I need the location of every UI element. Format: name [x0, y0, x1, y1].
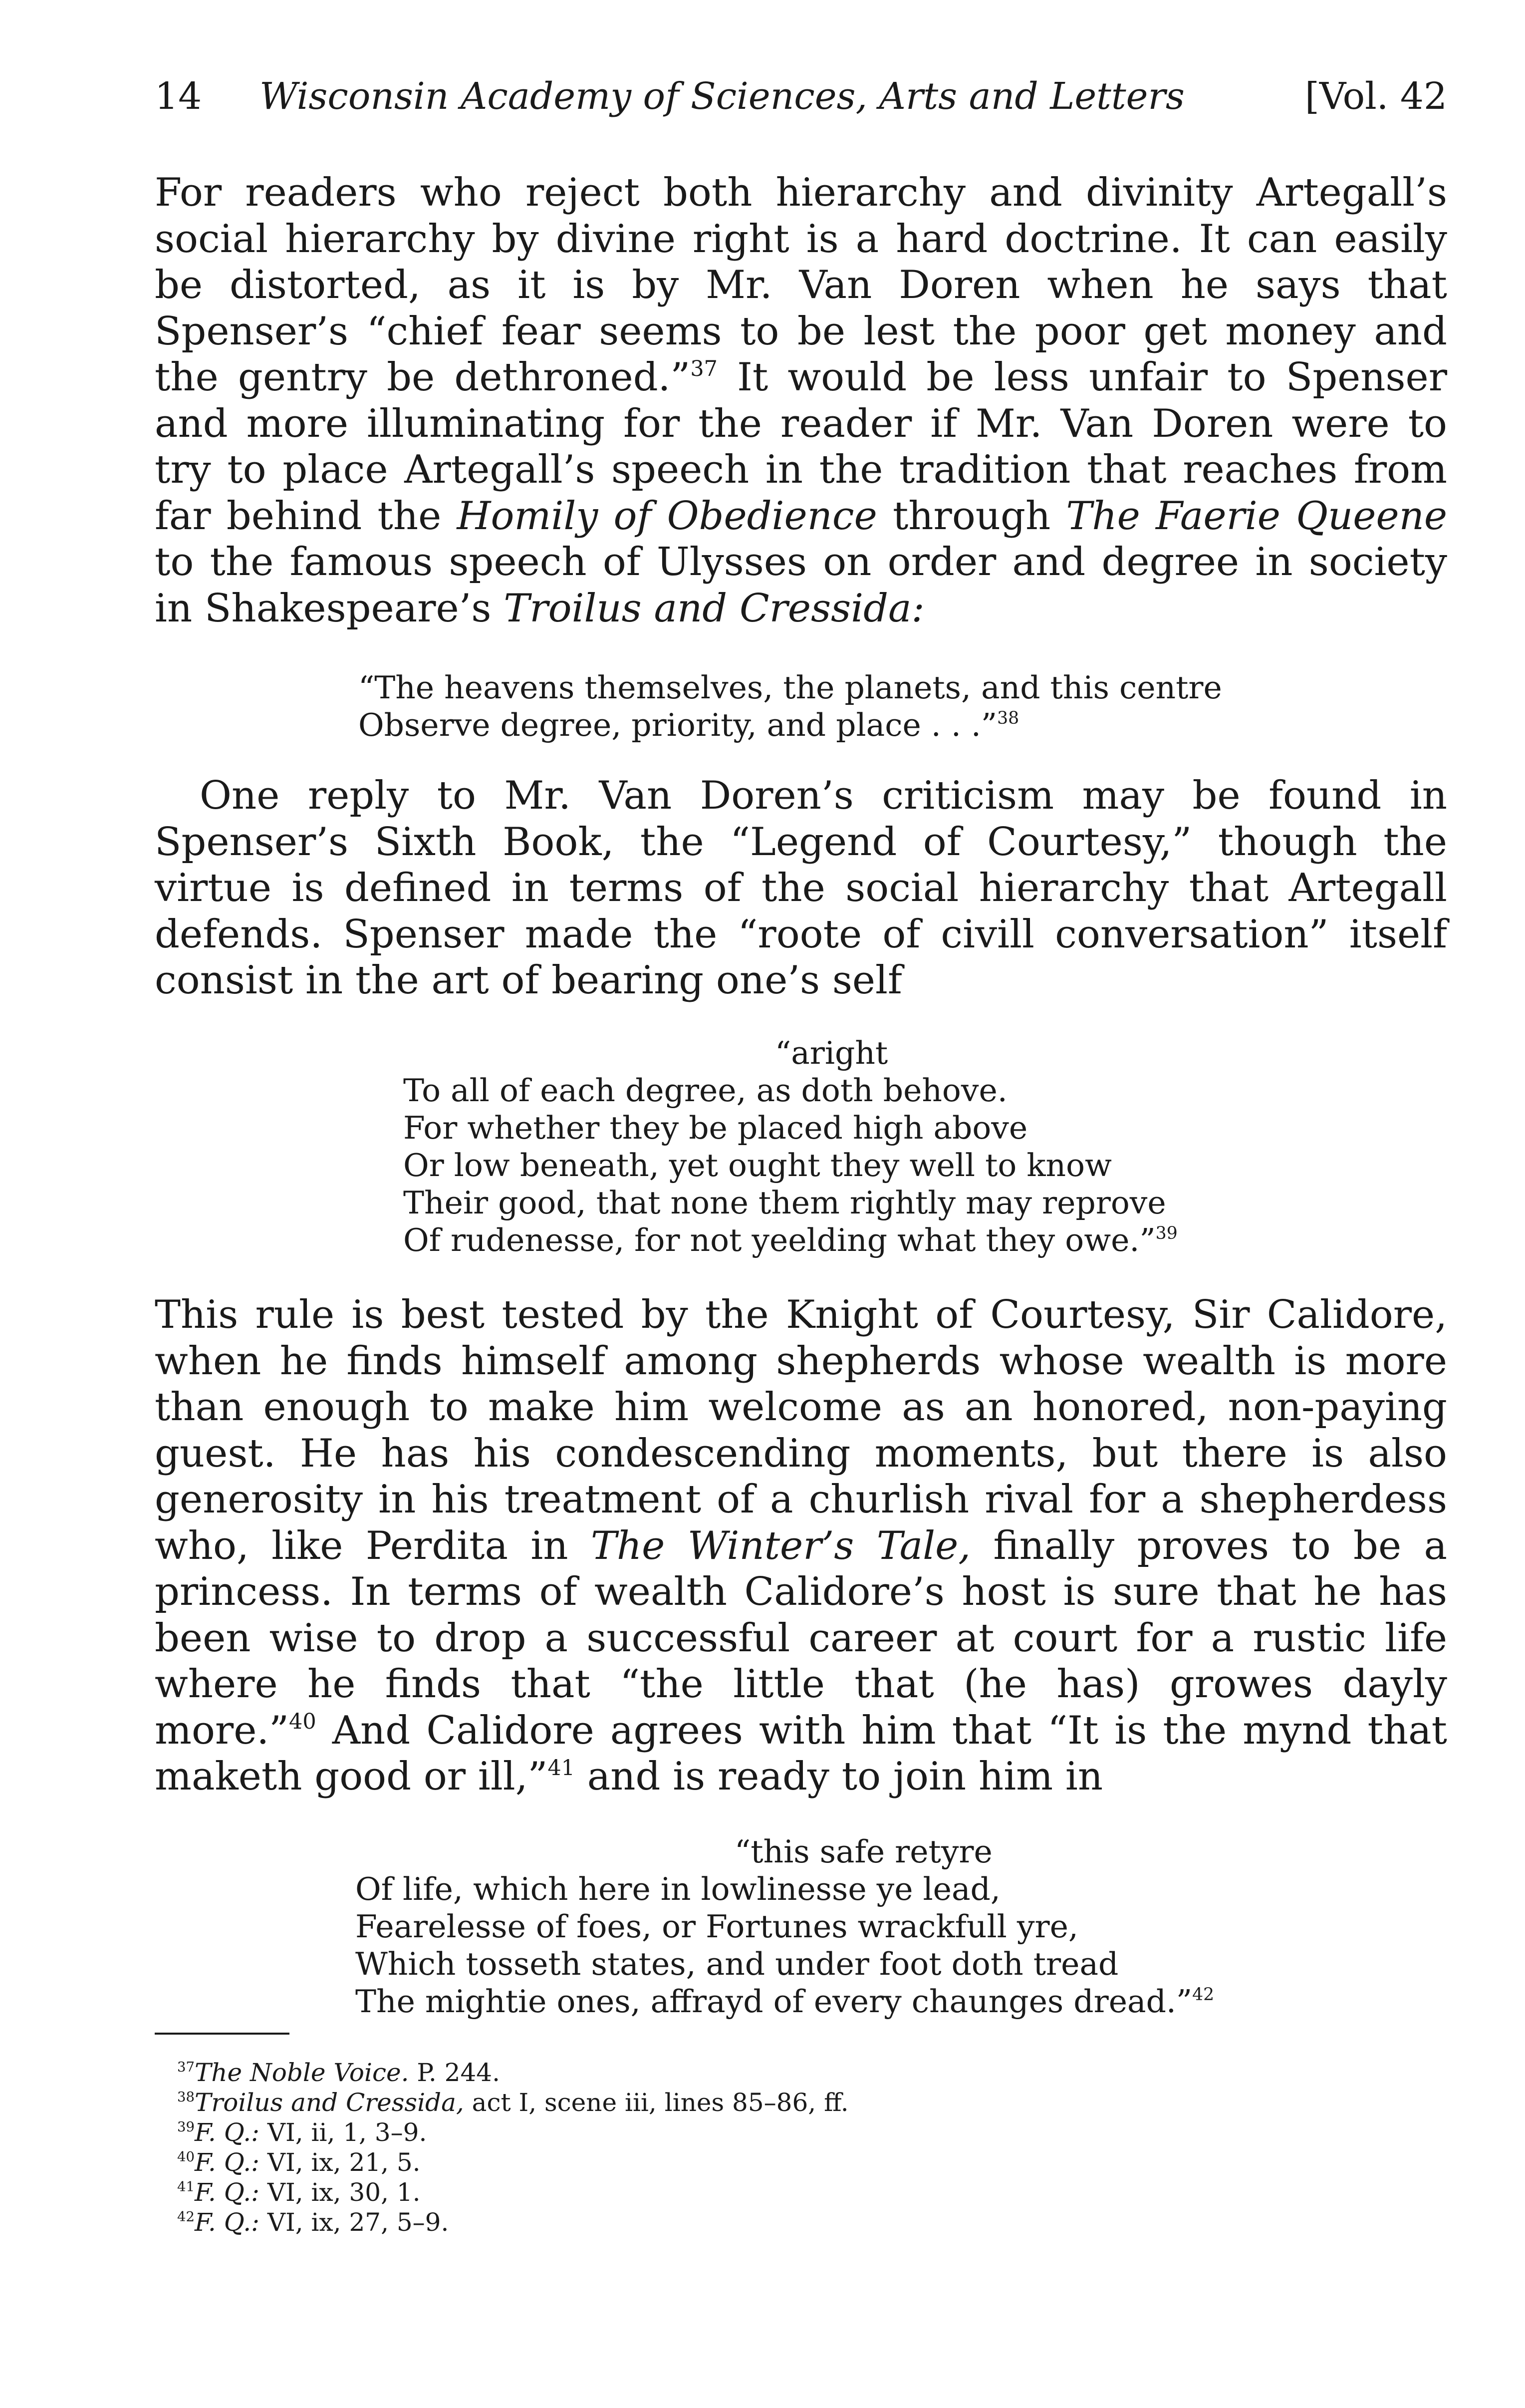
paragraph-1 [155, 170, 1447, 631]
text-run: It would be less unfair to Spenser and more illuminating for the reader if Mr. Van Doren were to try to place Artegall’s speech in the tradition that reaches from far behind the [155, 355, 1448, 539]
running-header [155, 75, 1447, 135]
note-ref: 39 [1155, 1223, 1178, 1244]
footnote-38: $^{38}$Troilus and Cressida, act I, scene iii, lines 85–86, ff. [177, 2088, 849, 2117]
paragraph-3 [155, 1292, 1447, 1800]
verse-quote-2 [403, 1034, 1178, 1259]
volume-label: [Vol. 42 [1305, 75, 1447, 118]
title-troilus: Troilus and Cressida: [504, 586, 925, 631]
note-ref: 41 [547, 1755, 575, 1781]
journal-title: Wisconsin Academy of Sciences, Arts and Letters [259, 75, 1185, 118]
verse-line: “The heavens themselves, the planets, and this centre [358, 669, 1222, 706]
footnote-41: $^{41}$F. Q.: VI, ix, 30, 1. [177, 2178, 421, 2207]
title-winters-tale: The Winter’s Tale, [590, 1523, 971, 1568]
verse-line: Which tosseth states, and under foot doth tread [355, 1946, 1119, 1982]
footnote-37: $^{37}$The Noble Voice. P. 244. [177, 2058, 500, 2087]
page-number: 14 [155, 75, 202, 118]
verse-line: Or low beneath, yet ought they well to know [403, 1147, 1112, 1184]
text-run: For readers who reject both hierarchy and divinity Artegall’s social hierarchy by divine right is a hard doctrine. It can easily be distorted, as it is by Mr. Van Doren when he says that Spenser’s “chief fear seems to be lest the poor get money and the gentry be dethroned.” [155, 170, 1447, 400]
verse-line: For whether they be placed high above [403, 1110, 1028, 1146]
text-run: One reply to Mr. Van Doren’s criticism may be found in Spenser’s Sixth Book, the “Legend of Courtesy,” though the virtue is defined in terms of the social hierarchy that Artegall defends. Spenser made the “roote of civill conversation” itself consist in the art of bearing one’s self [155, 773, 1447, 1003]
footnote-39: $^{39}$F. Q.: VI, ii, 1, 3–9. [177, 2118, 427, 2147]
paragraph-2 [155, 773, 1447, 1004]
note-ref: 42 [1192, 1985, 1215, 2005]
title-faerie-queene: The Faerie Queene [1066, 493, 1447, 539]
footnotes [177, 2058, 849, 2237]
verse-line: The mightie ones, affrayd of every chaunges dread.”$^{42}$ [355, 1983, 1215, 2020]
text-run: to the famous speech of Ulysses on order and degree in society in Shakespeare’s [155, 540, 1447, 631]
verse-line: To all of each degree, as doth behove. [403, 1072, 1008, 1109]
note-ref: 38 [997, 708, 1019, 729]
footnote-42: $^{42}$F. Q.: VI, ix, 27, 5–9. [177, 2208, 449, 2237]
text-run: finally proves to be a princess. In terms of wealth Calidore’s host is sure that he has been wise to drop a successful career at court for a rustic life where he finds that “the little that (he has) growes dayly more.” [155, 1523, 1448, 1753]
footnote-divider [155, 2033, 289, 2035]
verse-quote-3 [355, 1833, 1214, 2020]
note-ref: 37 [690, 356, 718, 381]
verse-line: “aright [775, 1035, 888, 1071]
verse-line: Of life, which here in lowlinesse ye lead, [355, 1871, 1001, 1907]
note-ref: 40 [289, 1709, 316, 1735]
text-run: through [877, 493, 1066, 539]
verse-line: Fearelesse of foes, or Fortunes wrackfull yre, [355, 1908, 1078, 1945]
title-homily: Homily of Obedience [457, 493, 877, 539]
verse-line: “this safe retyre [735, 1833, 993, 1870]
footnote-40: $^{40}$F. Q.: VI, ix, 21, 5. [177, 2148, 421, 2177]
text-run: This rule is best tested by the Knight of Courtesy, Sir Calidore, when he finds himself among shepherds whose wealth is more than enough to make him welcome as an honored, non-paying guest. He has his condescending moments, but there is also generosity in his treatment of a churlish rival for a shepherdess who, like Perdita in [155, 1292, 1447, 1568]
verse-line: Their good, that none them rightly may reprove [403, 1185, 1166, 1221]
text-run: and is ready to join him in [574, 1754, 1103, 1799]
verse-quote-1 [358, 669, 1222, 744]
verse-line: Of rudenesse, for not yeelding what they owe.”$^{39}$ [403, 1222, 1178, 1258]
text-run: And Calidore agrees with him that “It is the mynd that maketh good or ill,” [155, 1708, 1447, 1799]
verse-line: Observe degree, priority, and place . . .”$^{38}$ [358, 707, 1019, 743]
